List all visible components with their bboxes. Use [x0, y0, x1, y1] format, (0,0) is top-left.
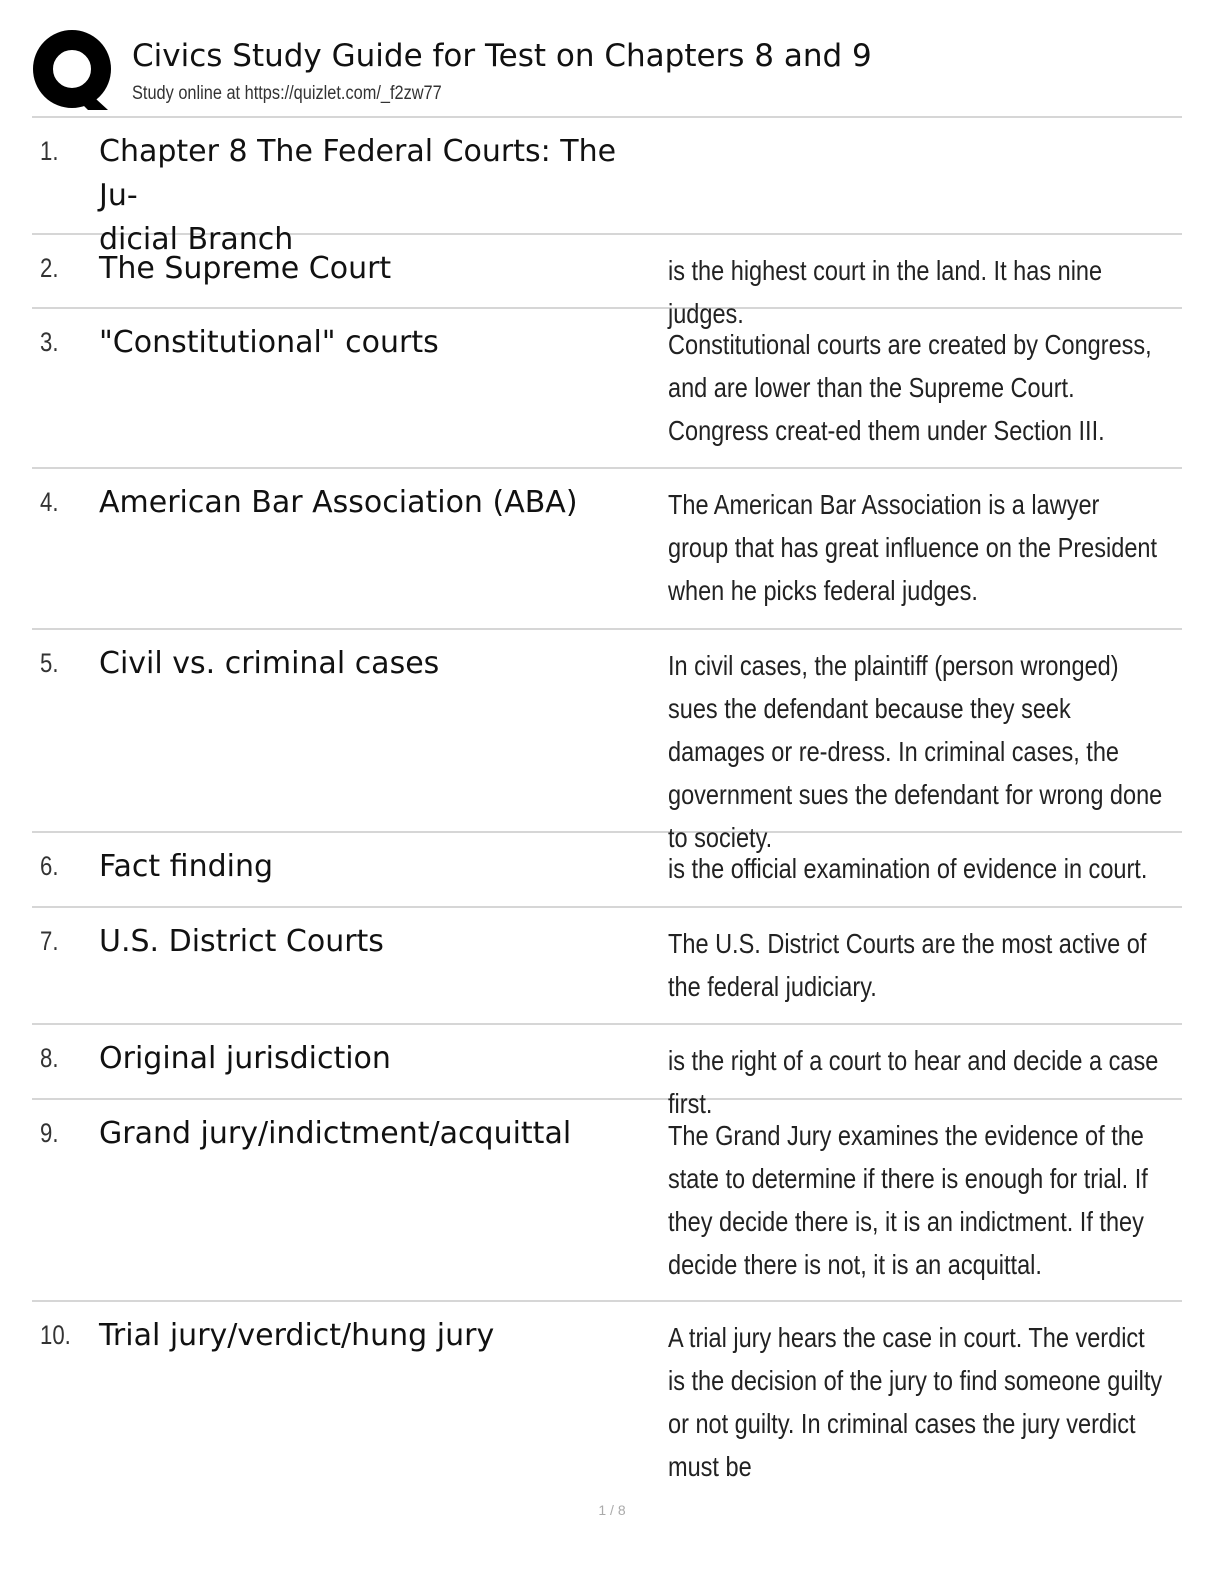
- flashcard-row: [32, 908, 1182, 1025]
- flashcard-row: [32, 118, 1182, 257]
- card-definition: A trial jury hears the case in court. The verdict is the decision of the jury to find someone guilty or not guilty. In criminal cases the jury verdict must be: [668, 1322, 1163, 1482]
- card-number: 2.: [40, 253, 59, 283]
- card-number: 4.: [40, 487, 59, 517]
- card-definition: is the highest court in the land. It has nine judges.: [668, 255, 1103, 329]
- card-term: "Constitutional" courts: [99, 325, 439, 360]
- card-number: 1.: [40, 136, 59, 166]
- flashcard-row: [32, 235, 1182, 329]
- flashcard-row: [32, 833, 1182, 908]
- flashcard-row: [32, 309, 1182, 469]
- quizlet-logo-icon: [32, 30, 114, 112]
- card-definition: is the right of a court to hear and decide a case first.: [668, 1045, 1159, 1119]
- card-definition: In civil cases, the plaintiff (person wronged) sues the defendant because they seek damages or re-dress. In criminal cases, the government sues the defendant for wrong done to society.: [668, 650, 1163, 853]
- card-number: 6.: [40, 851, 59, 881]
- card-term: U.S. District Courts: [99, 924, 384, 959]
- card-definition: The Grand Jury examines the evidence of the state to determine if there is enough for trial. If they decide there is, it is an indictment. If they decide there is not, it is an acquittal.: [668, 1120, 1148, 1280]
- card-term: Trial jury/verdict/hung jury: [99, 1318, 495, 1353]
- flashcard-row: [32, 1025, 1182, 1119]
- document-title: Civics Study Guide for Test on Chapters 8 and 9: [132, 38, 872, 74]
- card-term: American Bar Association (ABA): [99, 485, 578, 520]
- flashcard-row: [32, 1100, 1182, 1302]
- flashcard-row: [32, 630, 1182, 853]
- document-header: [32, 30, 1182, 116]
- flashcard-row: [32, 469, 1182, 630]
- card-definition: The U.S. District Courts are the most active of the federal judiciary.: [668, 928, 1147, 1002]
- card-term: Fact finding: [99, 849, 274, 884]
- card-term: Grand jury/indictment/acquittal: [99, 1116, 572, 1151]
- card-term: Original jurisdiction: [99, 1041, 391, 1076]
- flashcard-row: [32, 1302, 1182, 1482]
- card-definition: The American Bar Association is a lawyer group that has great influence on the President when he picks federal judges.: [668, 489, 1158, 606]
- flashcard-list: [32, 118, 1182, 1482]
- card-definition: Constitutional courts are created by Congress, and are lower than the Supreme Court. Congress creat-ed them under Section III.: [668, 329, 1152, 446]
- card-number: 8.: [40, 1043, 59, 1073]
- card-number: 7.: [40, 926, 59, 956]
- card-number: 3.: [40, 327, 59, 357]
- page-number: 1 / 8: [598, 1502, 626, 1518]
- card-term: The Supreme Court: [99, 251, 392, 286]
- card-term: Chapter 8 The Federal Courts: The Ju- dicial Branch: [99, 134, 617, 257]
- study-online-link[interactable]: Study online at https://quizlet.com/_f2zw77: [132, 83, 442, 104]
- card-number: 9.: [40, 1118, 59, 1148]
- card-number: 10.: [40, 1320, 71, 1350]
- card-definition: is the official examination of evidence in court.: [668, 853, 1148, 884]
- card-number: 5.: [40, 648, 59, 678]
- card-term: Civil vs. criminal cases: [99, 646, 440, 681]
